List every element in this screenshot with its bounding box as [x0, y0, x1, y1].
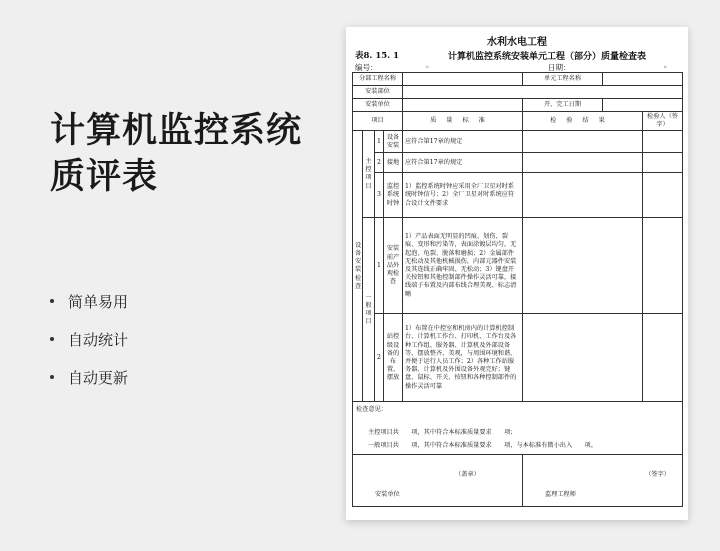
general-item-inspector [643, 314, 683, 402]
value-danyuan [603, 73, 683, 86]
sign-engineer-cell [523, 455, 683, 507]
value-fenbu [403, 73, 523, 86]
sign-gaizhang: （盖章） [455, 471, 480, 479]
main-item-standard: 应符合第17章的规定 [403, 153, 523, 173]
doc-dot: 。 [426, 61, 433, 69]
zhukong-label: 主控项目 [363, 131, 375, 218]
general-item-standard: 1）布置在中控室和机房内的计算机控制台、计算机工作台、打印机、工作台及各种工作组、服务器、计算机及外部设备等，摆放整齐、美观，与周围环境和谐，并便于运行人员工作；2）各种工作站服务器、计算机及外围设备外观完好；键盘、鼠标、开关、按钮和各种控制部件的操作灵活可靠 [403, 314, 523, 402]
main-item-no: 1 [375, 131, 384, 153]
group-label: 设备安装检查 [353, 131, 363, 402]
header-xiangmu: 项目 [353, 112, 403, 131]
feature-list [50, 282, 128, 396]
main-item-result [523, 153, 643, 173]
sign-unit-cell [353, 455, 523, 507]
general-item-result [523, 218, 643, 314]
general-item-no: 2 [375, 314, 384, 402]
value-anzhuang-buwei [403, 86, 683, 99]
sign-qianzi: （签字） [645, 471, 670, 479]
hero-title-line1: 计算机监控系统 [50, 111, 303, 151]
main-item-inspector [643, 131, 683, 153]
doc-table-code: 表8. 15. 1 [355, 51, 399, 61]
sign-unit-label: 安装单位 [375, 491, 400, 499]
summary-main: 主控项目共 项，其中符合本标准质量要求 项； [368, 428, 517, 436]
doc-table-title: 计算机监控系统安装单元工程（部分）质量检查表 [447, 52, 646, 62]
feature-item: 自动统计 [50, 320, 128, 358]
label-anzhuang-buwei: 安装部位 [353, 86, 403, 99]
summary-general: 一般项目共 项，其中符合本标准质量要求 项，与本标准有微小出入 项。 [368, 441, 597, 449]
bullet-icon [50, 299, 54, 303]
header-zhiliang-biaozhun: 质量标准 [403, 112, 523, 131]
label-fenbu: 分部工程名称 [353, 73, 403, 86]
general-item-standard: 1）产品表面无明显的凹痕、划伤、裂痕、变形和污染等，表面涂镀层均匀，无起泡、龟裂、脱落和磨损；2）金属部件无松动及其他机械损伤，内部元器件安装及其连线正确牢固、无松动；3）键盘开关按钮和其他控制部件操作灵活可靠，接线端子布置及内部布线合理美观、标志清晰 [403, 218, 523, 314]
doc-date-label: 日期： [548, 63, 571, 72]
main-item-result [523, 131, 643, 153]
general-item-inspector [643, 218, 683, 314]
value-anzhuang-danwei [403, 99, 523, 112]
main-item-name: 监控系统时钟 [384, 173, 403, 218]
label-danyuan: 单元工程名称 [523, 73, 603, 86]
sign-engineer-label: 监理工程师 [545, 491, 576, 499]
general-item-name: 安装前产品外观检查 [384, 218, 403, 314]
doc-bianhao-label: 编号： [355, 63, 378, 72]
label-anzhuang-danwei: 安装单位 [353, 99, 403, 112]
main-item-inspector [643, 153, 683, 173]
value-kaiwan-riqi [603, 99, 683, 112]
bullet-icon [50, 375, 54, 379]
quality-check-table [352, 72, 683, 507]
main-item-standard: 应符合第17章的规定 [403, 131, 523, 153]
header-jianyanren: 检验人（签字） [643, 112, 683, 131]
general-item-no: 1 [375, 218, 384, 314]
hero-title [50, 108, 302, 200]
feature-item: 自动更新 [50, 358, 128, 396]
yiban-label: 一般项目 [363, 218, 375, 402]
main-item-no: 3 [375, 173, 384, 218]
main-item-no: 2 [375, 153, 384, 173]
main-item-name: 接地 [384, 153, 403, 173]
general-item-name: 站控级设备的布置、摆放 [384, 314, 403, 402]
doc-header-top: 水利水电工程 [487, 37, 547, 48]
document-preview [346, 27, 688, 520]
main-item-inspector [643, 173, 683, 218]
label-kaiwan-riqi: 开、完工日期 [523, 99, 603, 112]
general-item-result [523, 314, 643, 402]
opinion-cell [353, 402, 683, 455]
main-item-result [523, 173, 643, 218]
feature-item: 简单易用 [50, 282, 128, 320]
main-item-standard: 1）监控系统时钟应采用全厂卫星对时系统时钟信号；2）全厂卫星对时系统应符合设计文件要求 [403, 173, 523, 218]
header-jianyan-jieguo: 检验结果 [523, 112, 643, 131]
doc-dot: 。 [664, 61, 671, 69]
main-item-name: 设备安装 [384, 131, 403, 153]
opinion-label: 检查意见： [356, 406, 387, 414]
hero-title-line2: 质评表 [50, 157, 159, 197]
bullet-icon [50, 337, 54, 341]
